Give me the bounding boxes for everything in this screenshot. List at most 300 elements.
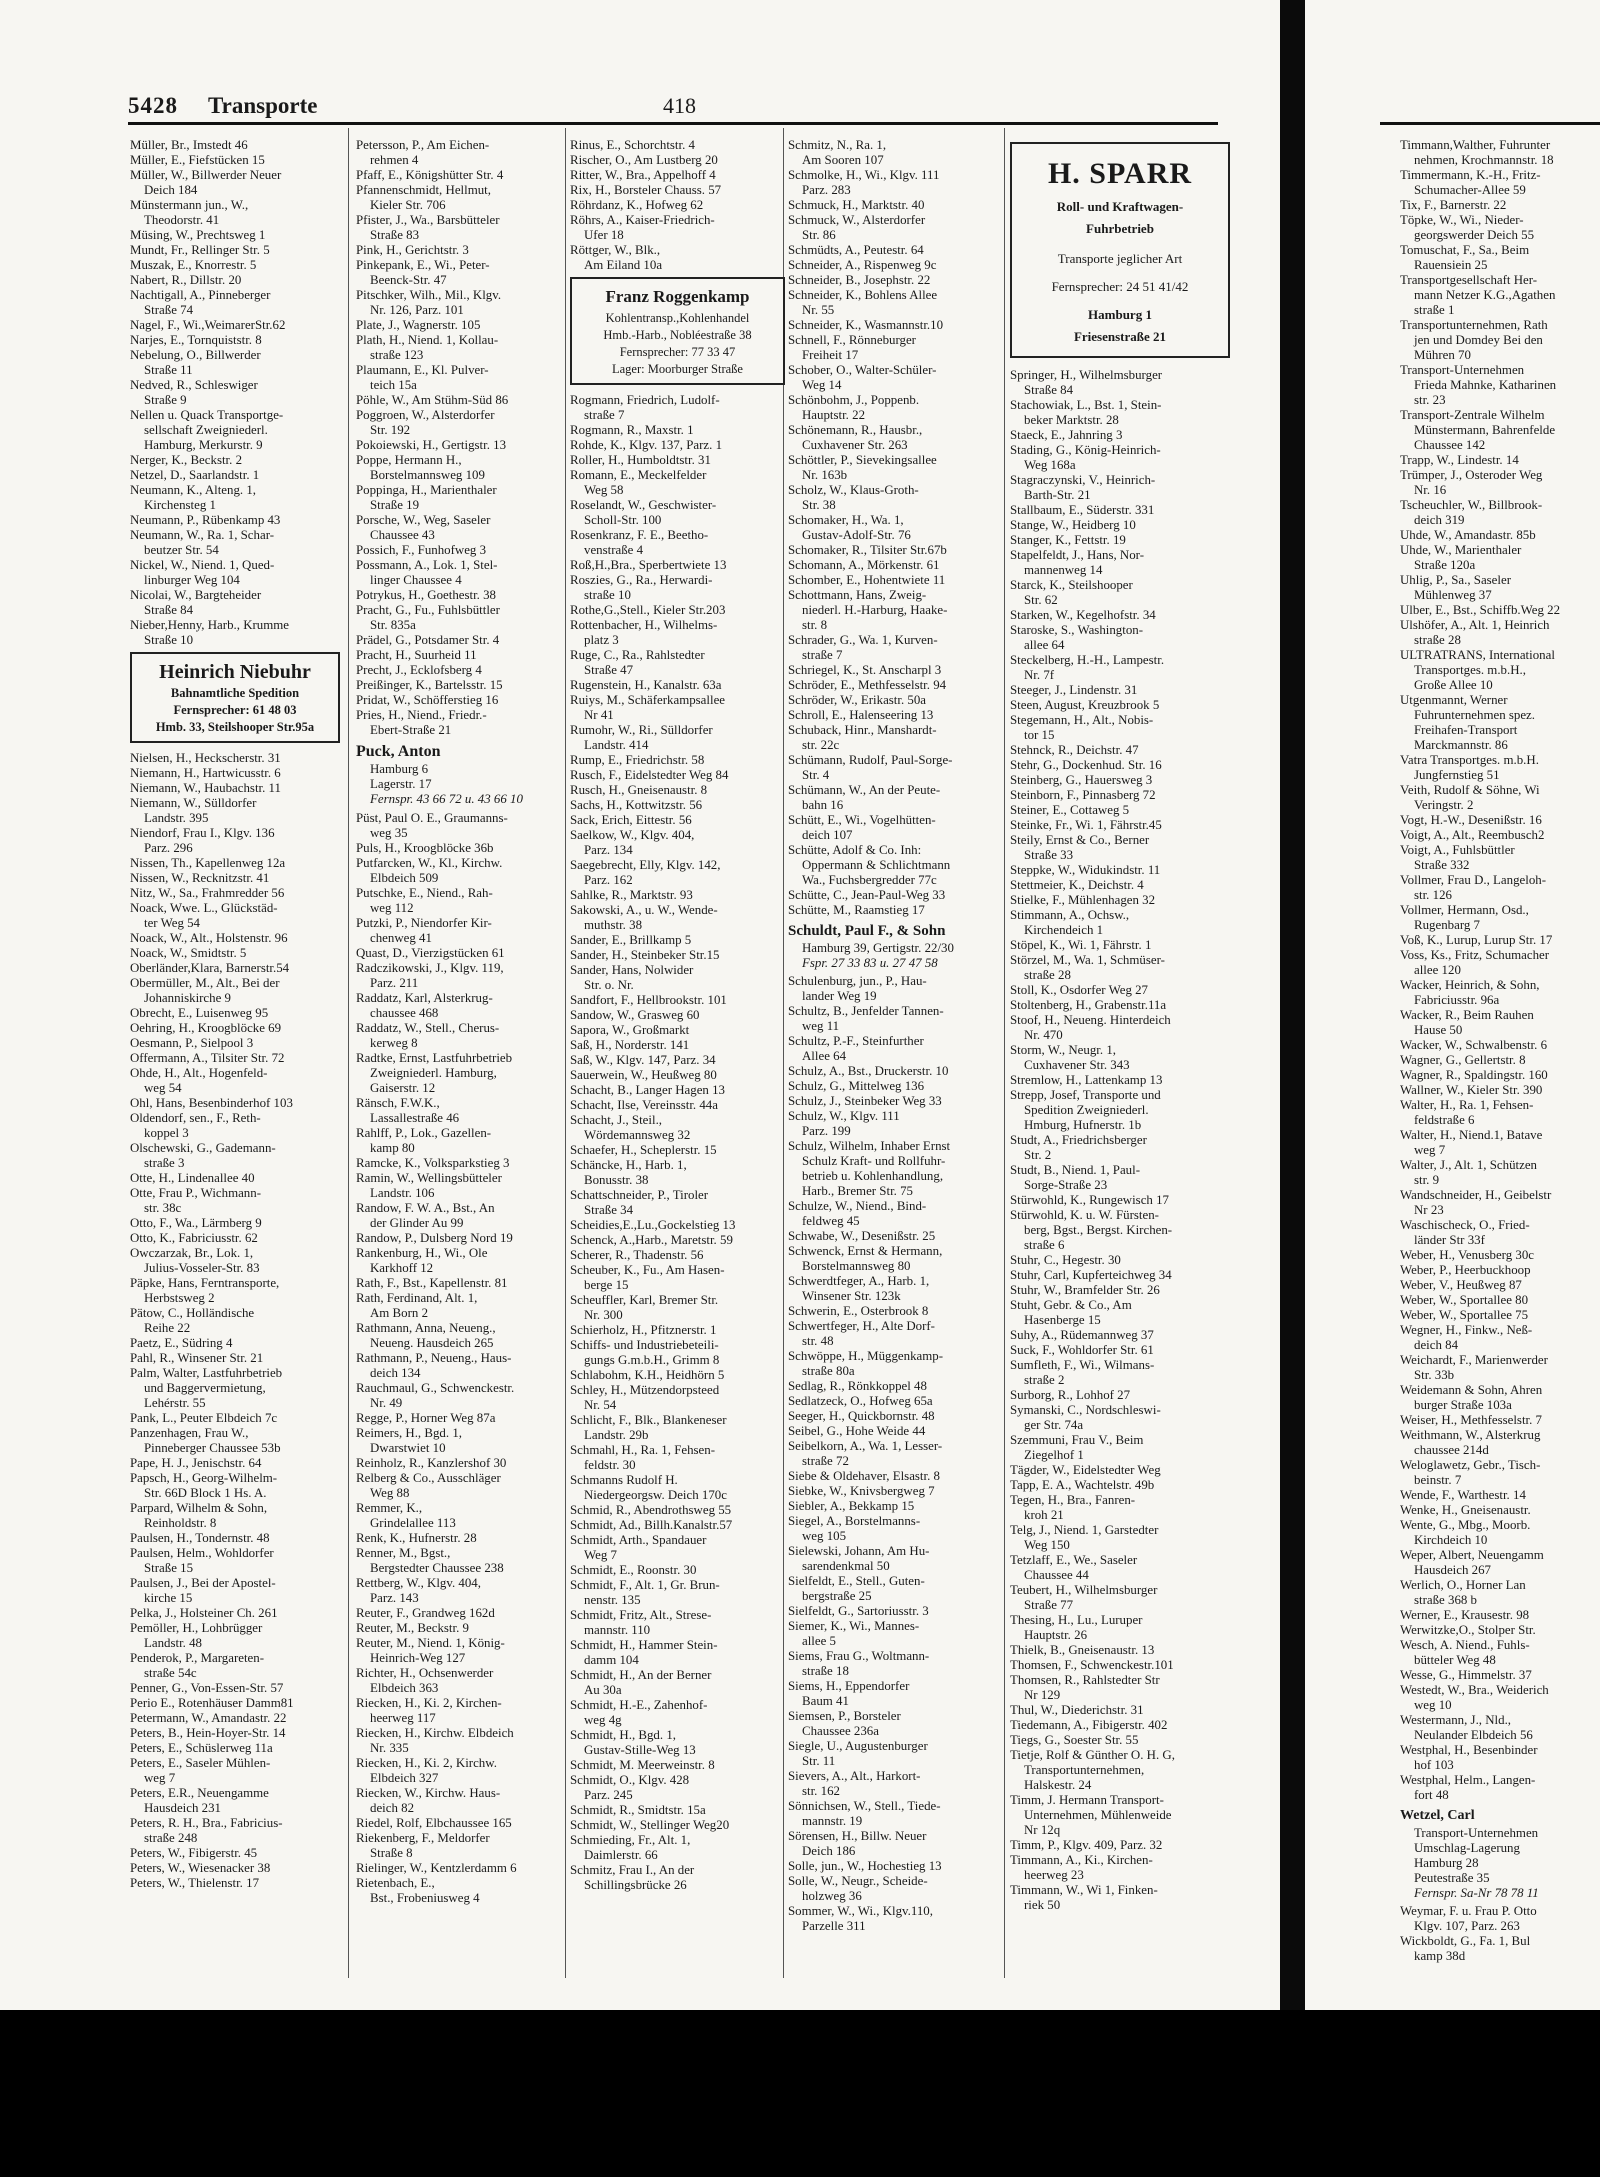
adjacent-page-column: [1400, 138, 1600, 1978]
directory-entry: [130, 318, 340, 333]
entry-name: Sörensen, H., Billw. Neuer: [788, 1829, 927, 1843]
directory-entry: [570, 858, 785, 888]
directory-entry: [130, 558, 340, 588]
entry-continuation: Kirchdeich 10: [1414, 1533, 1488, 1547]
directory-entry: [1010, 503, 1230, 518]
directory-entry: [130, 1231, 340, 1246]
entry-name: Sandow, W., Grasweg 60: [570, 1008, 700, 1022]
entry-name: Putzki, P., Niendorfer Kir-: [356, 916, 492, 930]
directory-entry: [570, 1443, 785, 1473]
directory-entry: [570, 1323, 785, 1338]
entry-continuation: Weg 150: [1024, 1538, 1070, 1552]
directory-entry: [570, 1293, 785, 1323]
entry-name: Rathmann, P., Neueng., Haus-: [356, 1351, 512, 1365]
directory-entry: [788, 1544, 1003, 1574]
entry-name: Poppe, Hermann H.,: [356, 453, 462, 467]
entry-continuation: straße 80a: [802, 1364, 855, 1378]
directory-entry: [788, 1679, 1003, 1709]
directory-entry: [1010, 803, 1230, 818]
entry-continuation: ger Str. 74a: [1024, 1418, 1084, 1432]
directory-entry: [130, 901, 340, 931]
directory-entry: [1010, 1583, 1230, 1613]
entry-name: Schönemann, R., Hausbr.,: [788, 423, 923, 437]
entry-name: Stimmann, A., Ochsw.,: [1010, 908, 1130, 922]
entry-name: Voß, K., Lurup, Lurup Str. 17: [1400, 933, 1553, 947]
entry-continuation: Nr 12q: [1024, 1823, 1061, 1837]
entry-name: Rusch, F., Eidelstedter Weg 84: [570, 768, 729, 782]
entry-name: Schöttler, P., Sievekingsallee: [788, 453, 937, 467]
entry-continuation: Neueng. Hausdeich 265: [370, 1336, 494, 1350]
directory-entry: [130, 1861, 340, 1876]
entry-name: Schümann, Rudolf, Paul-Sorge-: [788, 753, 953, 767]
directory-entry: [788, 663, 1003, 678]
directory-entry: [570, 183, 785, 198]
entry-continuation: heerweg 117: [370, 1711, 436, 1725]
entry-name: Transport-Unternehmen: [1400, 363, 1525, 377]
directory-entry: [130, 1216, 340, 1231]
directory-entry: [570, 1038, 785, 1053]
entry-continuation: Daimlerstr. 66: [584, 1848, 658, 1862]
entry-continuation: Scholl-Str. 100: [584, 513, 662, 527]
entry-continuation: Theodorstr. 41: [144, 213, 220, 227]
directory-entry: [570, 438, 785, 453]
entry-continuation: str. 38c: [144, 1201, 182, 1215]
entry-continuation: Nr. 49: [370, 1396, 403, 1410]
directory-entry: [1400, 1578, 1600, 1608]
entry-name: Possich, F., Funhofweg 3: [356, 543, 487, 557]
entry-continuation: Grindelallee 113: [370, 1516, 456, 1530]
entry-continuation: weg 105: [802, 1529, 847, 1543]
entry-name: Rietenbach, E.,: [356, 1876, 435, 1890]
directory-entry: [1400, 648, 1600, 693]
directory-entry: [356, 1756, 566, 1786]
directory-entry: [788, 363, 1003, 393]
entry-continuation: Ufer 18: [584, 228, 624, 242]
directory-entry: [788, 813, 1003, 843]
entry-name: Siems, Frau G., Woltmann-: [788, 1649, 930, 1663]
entry-name: Plath, H., Niend. 1, Kollau-: [356, 333, 499, 347]
entry-continuation: Parz. 134: [584, 843, 633, 857]
entry-name: Pfaff, E., Königshütter Str. 4: [356, 168, 504, 182]
entry-name: ULTRATRANS, International: [1400, 648, 1555, 662]
entry-name: Wallner, W., Kieler Str. 390: [1400, 1083, 1543, 1097]
entry-name: Rahlff, P., Lok., Gazellen-: [356, 1126, 492, 1140]
entry-name: Pinkepank, E., Wi., Peter-: [356, 258, 490, 272]
directory-entry: [1400, 1638, 1600, 1668]
entry-name: Szemmuni, Frau V., Beim: [1010, 1433, 1144, 1447]
entry-continuation: Hausdeich 231: [144, 1801, 221, 1815]
directory-entry: [788, 1079, 1003, 1094]
entry-continuation: Am Sooren 107: [802, 153, 884, 167]
entry-continuation: Straße 33: [1024, 848, 1074, 862]
directory-entry: [1400, 948, 1600, 978]
entry-continuation: Parzelle 311: [802, 1919, 866, 1933]
entry-continuation: Transportunternehmen,: [1024, 1763, 1145, 1777]
directory-entry: [1400, 1218, 1600, 1248]
entry-continuation: Straße 11: [144, 363, 193, 377]
directory-entry: [570, 1533, 785, 1563]
directory-entry: [788, 258, 1003, 273]
entry-name: Nicolai, W., Bargteheider: [130, 588, 262, 602]
directory-entry: [570, 1833, 785, 1863]
entry-continuation: riek 50: [1024, 1898, 1061, 1912]
entry-name: Niemann, W., Haubachstr. 11: [130, 781, 281, 795]
directory-entry: [1400, 198, 1600, 213]
featured-name: Puck, Anton: [356, 743, 441, 760]
entry-name: Peters, E., Schüslerweg 11a: [130, 1741, 273, 1755]
directory-entry: [788, 1004, 1003, 1034]
entry-name: Schwöppe, H., Müggenkamp-: [788, 1349, 944, 1363]
entry-continuation: Fabriciusstr. 96a: [1414, 993, 1500, 1007]
entry-continuation: Marckmannstr. 86: [1414, 738, 1508, 752]
directory-entry: [1010, 443, 1230, 473]
directory-entry: [130, 228, 340, 243]
entry-name: Pink, H., Gerichtstr. 3: [356, 243, 469, 257]
entry-name: Strepp, Josef, Transporte und: [1010, 1088, 1161, 1102]
entry-name: Neumann, W., Ra. 1, Schar-: [130, 528, 275, 542]
directory-entry: [1010, 428, 1230, 443]
entry-continuation: Landstr. 395: [144, 811, 209, 825]
entry-name: Schulz, A., Bst., Druckerstr. 10: [788, 1064, 949, 1078]
entry-continuation: Gustav-Stille-Weg 13: [584, 1743, 696, 1757]
entry-name: Plaumann, E., Kl. Pulver-: [356, 363, 489, 377]
directory-entry: [130, 1186, 340, 1216]
directory-entry: [788, 513, 1003, 543]
entry-name: Scherer, R., Thadenstr. 56: [570, 1248, 704, 1262]
entry-continuation: straße 6: [1024, 1238, 1065, 1252]
directory-entry: [130, 1546, 340, 1576]
entry-continuation: straße 123: [370, 348, 424, 362]
directory-entry: [356, 633, 566, 648]
entry-name: Neumann, K., Alteng. 1,: [130, 483, 257, 497]
entry-continuation: bahn 16: [802, 798, 844, 812]
entry-name: Stuhr, Carl, Kupferteichweg 34: [1010, 1268, 1172, 1282]
entry-name: Müller, Br., Imstedt 46: [130, 138, 248, 152]
directory-entry: [1400, 468, 1600, 498]
directory-entry: [1400, 753, 1600, 783]
entry-continuation: Julius-Vosseler-Str. 83: [144, 1261, 260, 1275]
entry-name: Peters, W., Wiesenacker 38: [130, 1861, 271, 1875]
page-reference: 5428: [128, 93, 178, 118]
directory-entry: [570, 1248, 785, 1263]
featured-line: Lagerstr. 17: [370, 777, 432, 791]
entry-continuation: tor 15: [1024, 728, 1055, 742]
directory-entry: [356, 1861, 566, 1876]
directory-entry: [356, 318, 566, 333]
entry-continuation: Straße 74: [144, 303, 194, 317]
directory-entry: [1400, 1293, 1600, 1308]
header-rule: [128, 122, 1218, 125]
entry-name: Timmann,Walther, Fuhrunter: [1400, 138, 1551, 152]
entry-continuation: str. 162: [802, 1784, 840, 1798]
directory-entry: [1010, 1478, 1230, 1493]
entry-name: Surborg, R., Lohhof 27: [1010, 1388, 1131, 1402]
directory-entry: [1400, 1743, 1600, 1773]
directory-entry: [788, 1709, 1003, 1739]
entry-continuation: Gaiserstr. 12: [370, 1081, 436, 1095]
entry-name: Saß, H., Norderstr. 141: [570, 1038, 690, 1052]
entry-continuation: Große Allee 10: [1414, 678, 1493, 692]
directory-entry: [1010, 518, 1230, 533]
entry-name: Narjes, E., Tornquiststr. 8: [130, 333, 262, 347]
directory-entry: [356, 183, 566, 213]
entry-name: Muszak, E., Knorrestr. 5: [130, 258, 257, 272]
entry-name: Wenke, H., Gneisenaustr.: [1400, 1503, 1531, 1517]
directory-entry: [1400, 1053, 1600, 1068]
directory-entry: [1400, 903, 1600, 933]
entry-continuation: straße 248: [144, 1831, 198, 1845]
entry-name: Scheuber, K., Fu., Am Hasen-: [570, 1263, 725, 1277]
entry-name: Schomber, E., Hohentwiete 11: [788, 573, 946, 587]
entry-name: Schröder, W., Erikastr. 50a: [788, 693, 927, 707]
directory-entry: [1010, 713, 1230, 743]
entry-continuation: rehmen 4: [370, 153, 419, 167]
entry-name: Schmidt, W., Stellinger Weg20: [570, 1818, 730, 1832]
entry-name: Weithmann, W., Alsterkrug: [1400, 1428, 1541, 1442]
entry-name: Niendorf, Frau I., Klgv. 136: [130, 826, 275, 840]
entry-name: Sielewski, Johann, Am Hu-: [788, 1544, 930, 1558]
directory-entry: [356, 138, 566, 168]
directory-entry: [1010, 1463, 1230, 1478]
entry-name: Siemer, K., Wi., Mannes-: [788, 1619, 920, 1633]
entry-continuation: straße 368 b: [1414, 1593, 1478, 1607]
entry-name: Olschewski, G., Gademann-: [130, 1141, 276, 1155]
entry-name: Timm, P., Klgv. 409, Parz. 32: [1010, 1838, 1163, 1852]
entry-name: Nickel, W., Niend. 1, Qued-: [130, 558, 275, 572]
column-divider: [348, 128, 349, 1978]
entry-continuation: str. 48: [802, 1334, 834, 1348]
directory-entry: [1400, 1934, 1600, 1964]
entry-name: Rumohr, W., Ri., Sülldorfer: [570, 723, 713, 737]
entry-name: Rankenburg, H., Wi., Ole: [356, 1246, 488, 1260]
entry-continuation: Parz. 283: [802, 183, 851, 197]
entry-name: Utgenmannt, Werner: [1400, 693, 1508, 707]
entry-list: [788, 138, 1003, 918]
entry-name: Schuback, Hinr., Manshardt-: [788, 723, 937, 737]
entry-list: [130, 138, 340, 648]
directory-entry: [570, 768, 785, 783]
directory-entry: [788, 1229, 1003, 1244]
entry-name: Reuter, M., Niend. 1, König-: [356, 1636, 505, 1650]
directory-entry: [356, 991, 566, 1021]
directory-entry: [788, 1829, 1003, 1859]
directory-entry: [788, 573, 1003, 588]
entry-continuation: Bst., Frobeniusweg 4: [370, 1891, 480, 1905]
directory-entry: [1400, 1503, 1600, 1518]
directory-entry: [356, 1786, 566, 1816]
entry-name: Schober, O., Walter-Schüler-: [788, 363, 937, 377]
entry-continuation: Am Eiland 10a: [584, 258, 663, 272]
entry-name: Solle, jun., W., Hochestieg 13: [788, 1859, 942, 1873]
entry-continuation: weg 35: [370, 826, 408, 840]
directory-entry: [130, 288, 340, 318]
entry-name: Vollmer, Hermann, Osd.,: [1400, 903, 1529, 917]
entry-name: Stange, W., Heidberg 10: [1010, 518, 1136, 532]
directory-entry: [1400, 603, 1600, 618]
entry-name: Schwerin, E., Osterbrook 8: [788, 1304, 929, 1318]
entry-continuation: Wa., Fuchsbergredder 77c: [802, 873, 937, 887]
directory-entry: [1010, 1838, 1230, 1853]
featured-entry-puck: [356, 742, 566, 807]
directory-entry: [130, 1741, 340, 1756]
entry-continuation: Heinrich-Weg 127: [370, 1651, 466, 1665]
directory-entry: [570, 1578, 785, 1608]
ad-line: Transporte jeglicher Art: [1057, 251, 1183, 266]
directory-entry: [788, 1319, 1003, 1349]
entry-name: Schütte, Adolf & Co. Inh:: [788, 843, 922, 857]
entry-name: Schümann, W., An der Peute-: [788, 783, 941, 797]
directory-entry: [570, 1113, 785, 1143]
entry-continuation: Oppermann & Schlichtmann: [802, 858, 951, 872]
entry-name: Paulsen, H., Tondernstr. 48: [130, 1531, 270, 1545]
entry-name: Walter, H., Ra. 1, Fehsen-: [1400, 1098, 1534, 1112]
directory-entry: [570, 678, 785, 693]
entry-continuation: Nr. 335: [370, 1741, 409, 1755]
directory-entry: [1010, 1433, 1230, 1463]
directory-entry: [1400, 1428, 1600, 1458]
featured-line: Fspr. 27 33 83 u. 27 47 58: [802, 956, 938, 970]
directory-entry: [1010, 1643, 1230, 1658]
directory-entry: [130, 333, 340, 348]
entry-name: Stehnck, R., Deichstr. 47: [1010, 743, 1139, 757]
directory-entry: [570, 243, 785, 273]
entry-name: Schierholz, H., Pfitznerstr. 1: [570, 1323, 717, 1337]
entry-continuation: Gustav-Adolf-Str. 76: [802, 528, 911, 542]
entry-name: Petermann, W., Amandastr. 22: [130, 1711, 287, 1725]
entry-name: Wandschneider, H., Geibelstr: [1400, 1188, 1552, 1202]
entry-name: Suck, F., Wohldorfer Str. 61: [1010, 1343, 1154, 1357]
entry-continuation: Harb., Bremer Str. 75: [802, 1184, 913, 1198]
directory-entry: [788, 678, 1003, 693]
entry-continuation: Nr 23: [1414, 1203, 1444, 1217]
directory-entry: [570, 1233, 785, 1248]
entry-name: Rinus, E., Schorchtstr. 4: [570, 138, 695, 152]
entry-name: Teubert, H., Wilhelmsburger: [1010, 1583, 1158, 1597]
entry-name: Seibel, G., Hohe Weide 44: [788, 1424, 926, 1438]
directory-entry: [356, 438, 566, 453]
entry-name: Tägder, W., Eidelstedter Weg: [1010, 1463, 1161, 1477]
entry-name: Storm, W., Neugr. 1,: [1010, 1043, 1116, 1057]
entry-name: Potrykus, H., Goethestr. 38: [356, 588, 497, 602]
entry-name: Otte, H., Lindenallee 40: [130, 1171, 255, 1185]
entry-list: [356, 138, 566, 738]
entry-continuation: Str. 11: [802, 1754, 836, 1768]
entry-continuation: Parz. 296: [144, 841, 193, 855]
header-rule-right: [1380, 122, 1600, 125]
entry-continuation: straße 28: [1024, 968, 1071, 982]
directory-entry: [130, 1681, 340, 1696]
entry-name: Nerger, K., Beckstr. 2: [130, 453, 243, 467]
entry-name: Stoof, H., Neueng. Hinterdeich: [1010, 1013, 1171, 1027]
directory-entry: [1010, 1298, 1230, 1328]
directory-entry: [788, 1859, 1003, 1874]
entry-name: Wagner, G., Gellertstr. 8: [1400, 1053, 1526, 1067]
entry-name: Sedlag, R., Rönkkoppel 48: [788, 1379, 927, 1393]
entry-name: Veith, Rudolf & Söhne, Wi: [1400, 783, 1540, 797]
page-header: [128, 93, 1218, 123]
directory-entry: [570, 723, 785, 753]
entry-continuation: Johanniskirche 9: [144, 991, 231, 1005]
directory-entry: [788, 1484, 1003, 1499]
entry-name: Thomsen, R., Rahlstedter Str: [1010, 1673, 1160, 1687]
entry-continuation: Straße 10: [144, 633, 194, 647]
directory-entry: [130, 258, 340, 273]
featured-line: Peutestraße 35: [1414, 1871, 1490, 1885]
entry-continuation: Straße 84: [144, 603, 194, 617]
directory-entry: [130, 1531, 340, 1546]
entry-name: Wegner, H., Finkw., Neß-: [1400, 1323, 1533, 1337]
entry-continuation: Straße 83: [370, 228, 420, 242]
entry-continuation: Hamburg, Merkurstr. 9: [144, 438, 263, 452]
directory-entry: [1010, 833, 1230, 863]
entry-name: Nitz, W., Sa., Frahmredder 56: [130, 886, 285, 900]
entry-name: Westermann, J., Nld.,: [1400, 1713, 1512, 1727]
directory-entry: [1010, 1718, 1230, 1733]
entry-name: Reimers, H., Bgd. 1,: [356, 1426, 462, 1440]
entry-name: Solle, W., Neugr., Scheide-: [788, 1874, 928, 1888]
entry-name: Westphal, H., Besenbinder: [1400, 1743, 1538, 1757]
directory-entry: [788, 558, 1003, 573]
entry-name: Nissen, Th., Kapellenweg 12a: [130, 856, 286, 870]
entry-continuation: Nr. 470: [1024, 1028, 1063, 1042]
directory-entry: [130, 1096, 340, 1111]
entry-name: Weber, V., Heußweg 87: [1400, 1278, 1522, 1292]
entry-name: Neumann, P., Rübenkamp 43: [130, 513, 281, 527]
entry-name: Schmieding, Fr., Alt. 1,: [570, 1833, 691, 1847]
directory-entry: [1010, 1163, 1230, 1193]
directory-entry: [570, 168, 785, 183]
directory-entry: [1010, 1268, 1230, 1283]
directory-entry: [1010, 1703, 1230, 1718]
entry-name: Stuhr, W., Bramfelder Str. 26: [1010, 1283, 1160, 1297]
directory-entry: [356, 513, 566, 543]
entry-name: Schlabohm, K.H., Heidhörn 5: [570, 1368, 725, 1382]
directory-column-3: [570, 138, 785, 1978]
directory-entry: [788, 1469, 1003, 1484]
entry-name: Schmüdts, A., Peutestr. 64: [788, 243, 924, 257]
entry-name: Thesing, H., Lu., Luruper: [1010, 1613, 1143, 1627]
ad-line: Kohlentransp.,Kohlenhandel: [605, 311, 750, 325]
directory-entry: [570, 1098, 785, 1113]
entry-name: Werwitzke,O., Stolper Str.: [1400, 1623, 1536, 1637]
featured-line: Transport-Unternehmen: [1414, 1826, 1539, 1840]
entry-continuation: straße 1: [1414, 303, 1455, 317]
entry-name: Riecken, H., Ki. 2, Kirchw.: [356, 1756, 497, 1770]
ad-line: Lager: Moorburger Straße: [612, 362, 743, 376]
entry-name: Schönbohm, J., Poppenb.: [788, 393, 920, 407]
entry-continuation: Hausdeich 267: [1414, 1563, 1491, 1577]
ad-name: H. SPARR: [1047, 157, 1193, 190]
directory-entry: [1010, 1088, 1230, 1133]
directory-entry: [356, 1411, 566, 1426]
entry-name: Randow, P., Dulsberg Nord 19: [356, 1231, 513, 1245]
directory-entry: [1400, 1323, 1600, 1353]
entry-name: Timm, J. Hermann Transport-: [1010, 1793, 1164, 1807]
directory-entry: [788, 1574, 1003, 1604]
entry-name: Schneider, A., Rispenweg 9c: [788, 258, 937, 272]
entry-continuation: Elbdeich 509: [370, 871, 439, 885]
entry-name: Renner, M., Bgst.,: [356, 1546, 451, 1560]
entry-name: Schmidt, Fritz, Alt., Strese-: [570, 1608, 712, 1622]
directory-entry: [1400, 1458, 1600, 1488]
directory-entry: [356, 1546, 566, 1576]
directory-entry: [570, 1728, 785, 1758]
entry-continuation: str. 23: [1414, 393, 1446, 407]
entry-name: Palm, Walter, Lastfuhrbetrieb: [130, 1366, 283, 1380]
entry-continuation: Hauptstr. 22: [802, 408, 866, 422]
directory-entry: [570, 468, 785, 498]
entry-name: Sachs, H., Kottwitzstr. 56: [570, 798, 703, 812]
